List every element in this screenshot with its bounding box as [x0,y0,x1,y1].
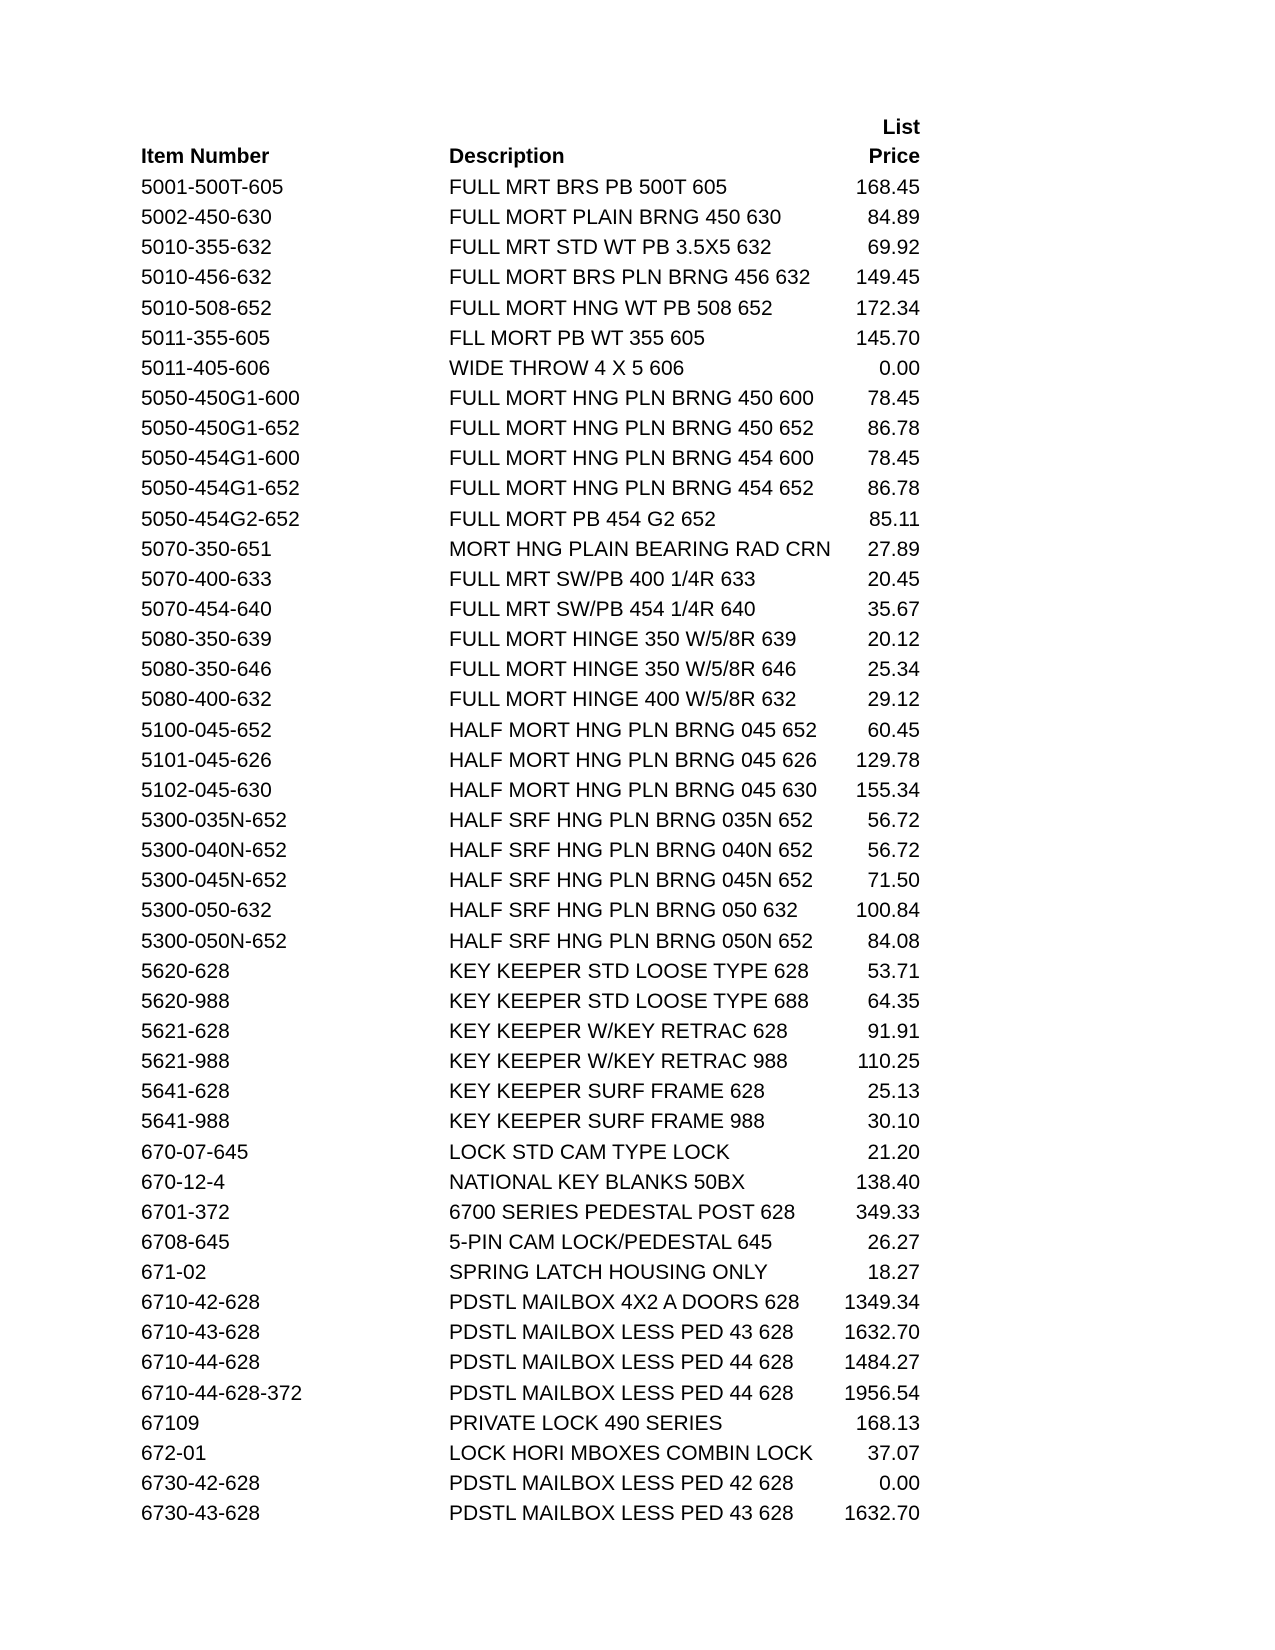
table-row [0,263,1275,293]
header-price-label: Price [868,145,920,168]
list-price-cell: 0.00 [879,1472,920,1496]
list-price-cell: 129.78 [855,748,920,772]
list-price-cell: 1632.70 [844,1321,920,1345]
list-price-cell: 1632.70 [844,1502,920,1526]
item-number-cell: 5300-035N-652 [141,808,287,832]
list-price-cell: 56.72 [867,839,920,863]
list-price-cell: 56.72 [867,808,920,832]
table-row [0,444,1275,474]
list-price-cell: 168.45 [855,176,920,199]
table-row [0,866,1275,896]
table-row [0,1288,1275,1318]
item-number-cell: 5080-400-632 [141,688,272,712]
description-cell: FULL MORT HINGE 350 W/5/8R 639 [449,628,797,652]
table-row [0,625,1275,655]
description-cell: HALF SRF HNG PLN BRNG 035N 652 [449,808,814,832]
list-price-cell: 84.08 [867,929,920,953]
table-row [0,1017,1275,1047]
item-number-cell: 671-02 [141,1261,207,1285]
table-row [0,927,1275,957]
description-cell: FULL MORT HNG PLN BRNG 454 652 [449,477,814,501]
description-cell: FULL MORT HNG PLN BRNG 450 600 [449,386,814,410]
item-number-cell: 6708-645 [141,1230,230,1254]
description-cell: WIDE THROW 4 X 5 606 [449,356,685,380]
list-price-cell: 27.89 [867,537,920,561]
item-number-cell: 6710-43-628 [141,1321,261,1345]
list-price-cell: 21.20 [867,1140,920,1164]
item-number-cell: 6710-44-628-372 [141,1381,303,1405]
table-row [0,294,1275,324]
table-row [0,716,1275,746]
table-row [0,836,1275,866]
description-cell: FULL MRT SW/PB 454 1/4R 640 [449,597,756,621]
list-price-cell: 78.45 [867,386,920,410]
description-cell: PRIVATE LOCK 490 SERIES [449,1411,723,1435]
list-price-cell: 20.12 [867,628,920,652]
list-price-cell: 53.71 [867,959,920,983]
item-number-cell: 5080-350-646 [141,658,272,682]
table-row [0,1348,1275,1378]
list-price-cell: 149.45 [855,266,920,290]
table-row [0,957,1275,987]
table-row [0,746,1275,776]
table-row [0,1258,1275,1288]
item-number-cell: 5620-988 [141,989,230,1013]
table-row [0,1168,1275,1198]
description-cell: FULL MORT HNG PLN BRNG 454 600 [449,447,814,471]
item-number-cell: 5300-045N-652 [141,869,287,893]
description-cell: 5-PIN CAM LOCK/PEDESTAL 645 [449,1230,773,1254]
item-number-cell: 5102-045-630 [141,778,272,802]
list-price-cell: 20.45 [867,567,920,591]
list-price-cell: 37.07 [867,1441,920,1465]
description-cell: FULL MORT BRS PLN BRNG 456 632 [449,266,811,290]
list-price-cell: 25.34 [867,658,920,682]
list-price-cell: 85.11 [869,507,920,531]
table-row [0,1439,1275,1469]
description-cell: HALF SRF HNG PLN BRNG 045N 652 [449,869,814,893]
table-row [0,535,1275,565]
list-price-cell: 86.78 [867,477,920,501]
list-price-cell: 100.84 [855,899,920,923]
description-cell: FLL MORT PB WT 355 605 [449,326,705,350]
table-row [0,1198,1275,1228]
description-cell: FULL MORT PB 454 G2 652 [449,507,716,531]
item-number-cell: 6710-44-628 [141,1351,261,1375]
description-cell: FULL MORT HINGE 350 W/5/8R 646 [449,658,797,682]
list-price-cell: 138.40 [855,1170,920,1194]
item-number-cell: 672-01 [141,1441,207,1465]
list-price-cell: 168.13 [855,1411,920,1435]
item-number-cell: 5641-988 [141,1110,230,1134]
table-row [0,203,1275,233]
list-price-cell: 110.25 [857,1050,920,1074]
item-number-cell: 5010-355-632 [141,236,272,260]
description-cell: KEY KEEPER W/KEY RETRAC 988 [449,1050,788,1074]
table-row [0,1138,1275,1168]
list-price-cell: 60.45 [867,718,920,742]
table-row [0,474,1275,504]
description-cell: PDSTL MAILBOX LESS PED 44 628 [449,1381,794,1405]
item-number-cell: 5300-040N-652 [141,839,287,863]
header-list-label: List [882,116,920,139]
description-cell: SPRING LATCH HOUSING ONLY [449,1261,768,1285]
item-number-cell: 5011-355-605 [141,326,271,350]
table-row [0,806,1275,836]
item-number-cell: 5641-628 [141,1080,230,1104]
table-row [0,565,1275,595]
description-cell: MORT HNG PLAIN BEARING RAD CRN [449,537,831,561]
header-description: Description [449,145,565,168]
description-cell: FULL MRT STD WT PB 3.5X5 632 [449,236,772,260]
item-number-cell: 5070-454-640 [141,597,272,621]
table-row [0,776,1275,806]
table-row [0,173,1275,203]
item-number-cell: 5002-450-630 [141,206,272,230]
header-row [0,143,1275,171]
list-price-cell: 30.10 [867,1110,920,1134]
description-cell: LOCK HORI MBOXES COMBIN LOCK [449,1441,814,1465]
description-cell: LOCK STD CAM TYPE LOCK [449,1140,730,1164]
item-number-cell: 5001-500T-605 [141,176,284,199]
description-cell: FULL MRT SW/PB 400 1/4R 633 [449,567,756,591]
description-cell: FULL MORT HINGE 400 W/5/8R 632 [449,688,797,712]
item-number-cell: 5070-350-651 [141,537,272,561]
item-number-cell: 5621-628 [141,1019,230,1043]
list-price-cell: 26.27 [867,1230,920,1254]
item-number-cell: 5300-050-632 [141,899,272,923]
item-number-cell: 670-07-645 [141,1140,249,1164]
item-number-cell: 5621-988 [141,1050,230,1074]
table-row [0,1409,1275,1439]
description-cell: PDSTL MAILBOX 4X2 A DOORS 628 [449,1291,800,1315]
list-price-cell: 69.92 [867,236,920,260]
table-row [0,595,1275,625]
table-row [0,1318,1275,1348]
description-cell: KEY KEEPER SURF FRAME 628 [449,1080,765,1104]
description-cell: KEY KEEPER W/KEY RETRAC 628 [449,1019,788,1043]
list-price-cell: 35.67 [867,597,920,621]
description-cell: HALF SRF HNG PLN BRNG 050 632 [449,899,798,923]
list-price-cell: 0.00 [879,356,920,380]
table-row [0,1469,1275,1499]
item-number-cell: 5050-450G1-652 [141,417,300,441]
list-price-cell: 172.34 [855,296,920,320]
description-cell: KEY KEEPER STD LOOSE TYPE 688 [449,989,809,1013]
item-number-cell: 6730-42-628 [141,1472,261,1496]
item-number-cell: 670-12-4 [141,1170,226,1194]
list-price-cell: 1349.34 [844,1291,920,1315]
item-number-cell: 6701-372 [141,1200,230,1224]
list-price-cell: 18.27 [867,1261,920,1285]
table-row [0,1379,1275,1409]
item-number-cell: 67109 [141,1411,200,1435]
list-price-cell: 155.34 [855,778,920,802]
item-number-cell: 5300-050N-652 [141,929,287,953]
table-row [0,896,1275,926]
list-price-cell: 1956.54 [844,1381,920,1405]
item-number-cell: 5100-045-652 [141,718,272,742]
description-cell: PDSTL MAILBOX LESS PED 43 628 [449,1321,794,1345]
item-number-cell: 5070-400-633 [141,567,272,591]
item-number-cell: 5011-405-606 [141,356,271,380]
item-number-cell: 6730-43-628 [141,1502,261,1526]
description-cell: HALF MORT HNG PLN BRNG 045 630 [449,778,818,802]
description-cell: KEY KEEPER STD LOOSE TYPE 628 [449,959,809,983]
list-price-cell: 84.89 [867,206,920,230]
list-price-cell: 145.70 [855,326,920,350]
list-price-cell: 29.12 [867,688,920,712]
table-row [0,505,1275,535]
table-row [0,655,1275,685]
item-number-cell: 5010-456-632 [141,266,272,290]
table-row [0,1047,1275,1077]
item-number-cell: 5101-045-626 [141,748,272,772]
table-row [0,414,1275,444]
description-cell: KEY KEEPER SURF FRAME 988 [449,1110,765,1134]
item-number-cell: 5080-350-639 [141,628,272,652]
item-number-cell: 5050-450G1-600 [141,386,300,410]
table-row [0,1228,1275,1258]
list-price-cell: 86.78 [867,417,920,441]
description-cell: PDSTL MAILBOX LESS PED 43 628 [449,1502,794,1526]
table-row [0,233,1275,263]
list-price-cell: 71.50 [867,869,920,893]
list-price-cell: 1484.27 [844,1351,920,1375]
item-number-cell: 5050-454G2-652 [141,507,300,531]
description-cell: HALF MORT HNG PLN BRNG 045 626 [449,748,818,772]
table-row [0,384,1275,414]
list-price-cell: 91.91 [867,1019,920,1043]
table-row [0,324,1275,354]
description-cell: FULL MORT PLAIN BRNG 450 630 [449,206,782,230]
table-row [0,685,1275,715]
list-price-cell: 349.33 [855,1200,920,1224]
list-price-cell: 78.45 [867,447,920,471]
item-number-cell: 5050-454G1-600 [141,447,300,471]
description-cell: PDSTL MAILBOX LESS PED 44 628 [449,1351,794,1375]
price-table-body [0,173,1275,1529]
table-row [0,354,1275,384]
description-cell: NATIONAL KEY BLANKS 50BX [449,1170,746,1194]
description-cell: HALF SRF HNG PLN BRNG 050N 652 [449,929,814,953]
table-row [0,987,1275,1017]
item-number-cell: 5620-628 [141,959,230,983]
item-number-cell: 5010-508-652 [141,296,272,320]
description-cell: FULL MORT HNG PLN BRNG 450 652 [449,417,814,441]
description-cell: HALF MORT HNG PLN BRNG 045 652 [449,718,818,742]
list-price-cell: 64.35 [867,989,920,1013]
description-cell: 6700 SERIES PEDESTAL POST 628 [449,1200,796,1224]
header-item-number: Item Number [141,145,270,168]
table-row [0,1499,1275,1529]
table-row [0,1077,1275,1107]
description-cell: PDSTL MAILBOX LESS PED 42 628 [449,1472,794,1496]
item-number-cell: 5050-454G1-652 [141,477,300,501]
description-cell: FULL MORT HNG WT PB 508 652 [449,296,773,320]
table-row [0,1107,1275,1137]
item-number-cell: 6710-42-628 [141,1291,261,1315]
description-cell: HALF SRF HNG PLN BRNG 040N 652 [449,839,814,863]
list-price-cell: 25.13 [867,1080,920,1104]
description-cell: FULL MRT BRS PB 500T 605 [449,176,728,199]
